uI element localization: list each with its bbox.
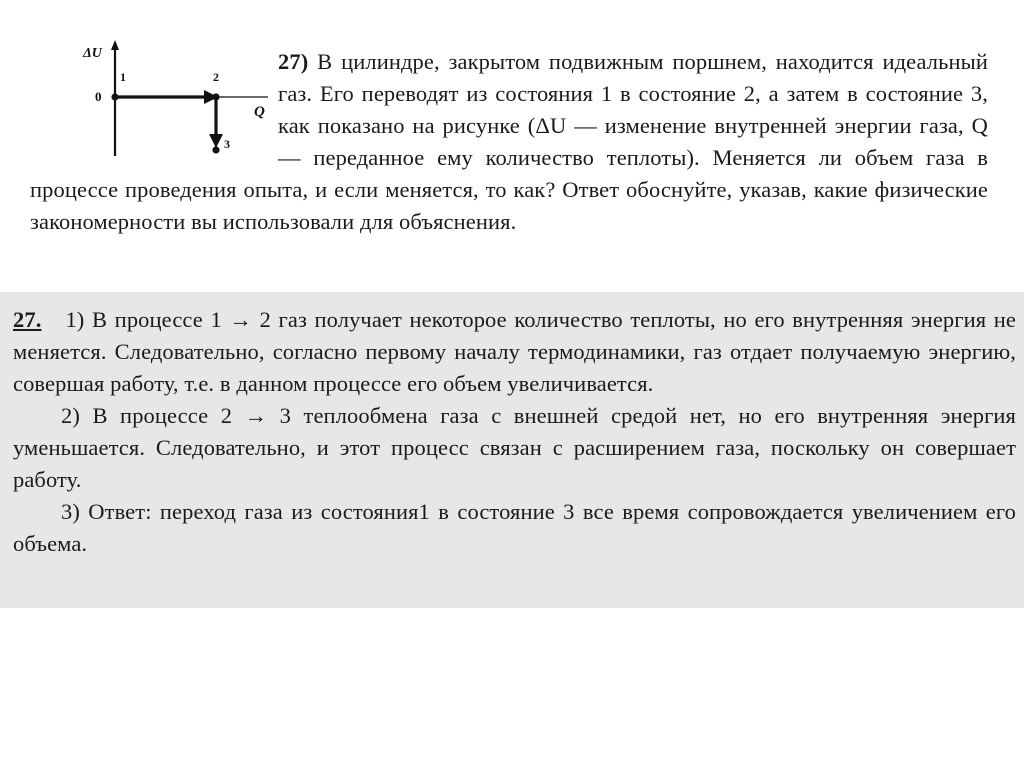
solution-text: [13, 304, 1016, 560]
solution-number: 27.: [13, 307, 42, 332]
y-axis-label: ΔU: [83, 46, 102, 61]
solution-block: [0, 292, 1024, 608]
solution-paragraph-2: 2) В процессе 2 → 3 теплообмена газа с внешней средой нет, но его внутренняя энергия уменьшается. Следовательно, и этот процесс связан с расширением газа, поскольку он совершает работу.: [13, 403, 1016, 492]
point-1-label: 1: [120, 70, 126, 84]
origin-label: 0: [95, 89, 102, 104]
point-3-label: 3: [224, 137, 230, 151]
problem-number: 27): [278, 49, 309, 74]
solution-step-1: 1) В процессе 1 → 2 газ получает некоторое количество теплоты, но его внутренняя энергия не меняется. Следовательно, согласно первому началу термодинамики, газ отдает получаемую энергию, совершая работу, т.е. в данном процессе его объем увеличивается.: [13, 307, 1016, 396]
point-2-label: 2: [213, 70, 219, 84]
problem-statement: [30, 46, 988, 238]
solution-paragraph-1: [13, 304, 1016, 400]
problem-body: В цилиндре, закрытом подвижным поршнем, находится идеальный газ. Его переводят из состояния 1 в состояние 2, а затем в состояние 3, как показано на рисунке (ΔU — изменение внутренней энергии газа, Q — переданное ему количество теплоты). Меняется ли объем газа в процессе проведения опыта, и если меняется, то как? Ответ обоснуйте, указав, какие физические закономерности вы использовали для объяснения.: [30, 49, 988, 234]
x-axis-label: Q: [254, 104, 265, 120]
problem-block: [30, 38, 988, 278]
solution-paragraph-3: 3) Ответ: переход газа из состояния1 в состояние 3 все время сопровождается увеличением его объема.: [13, 499, 1016, 556]
